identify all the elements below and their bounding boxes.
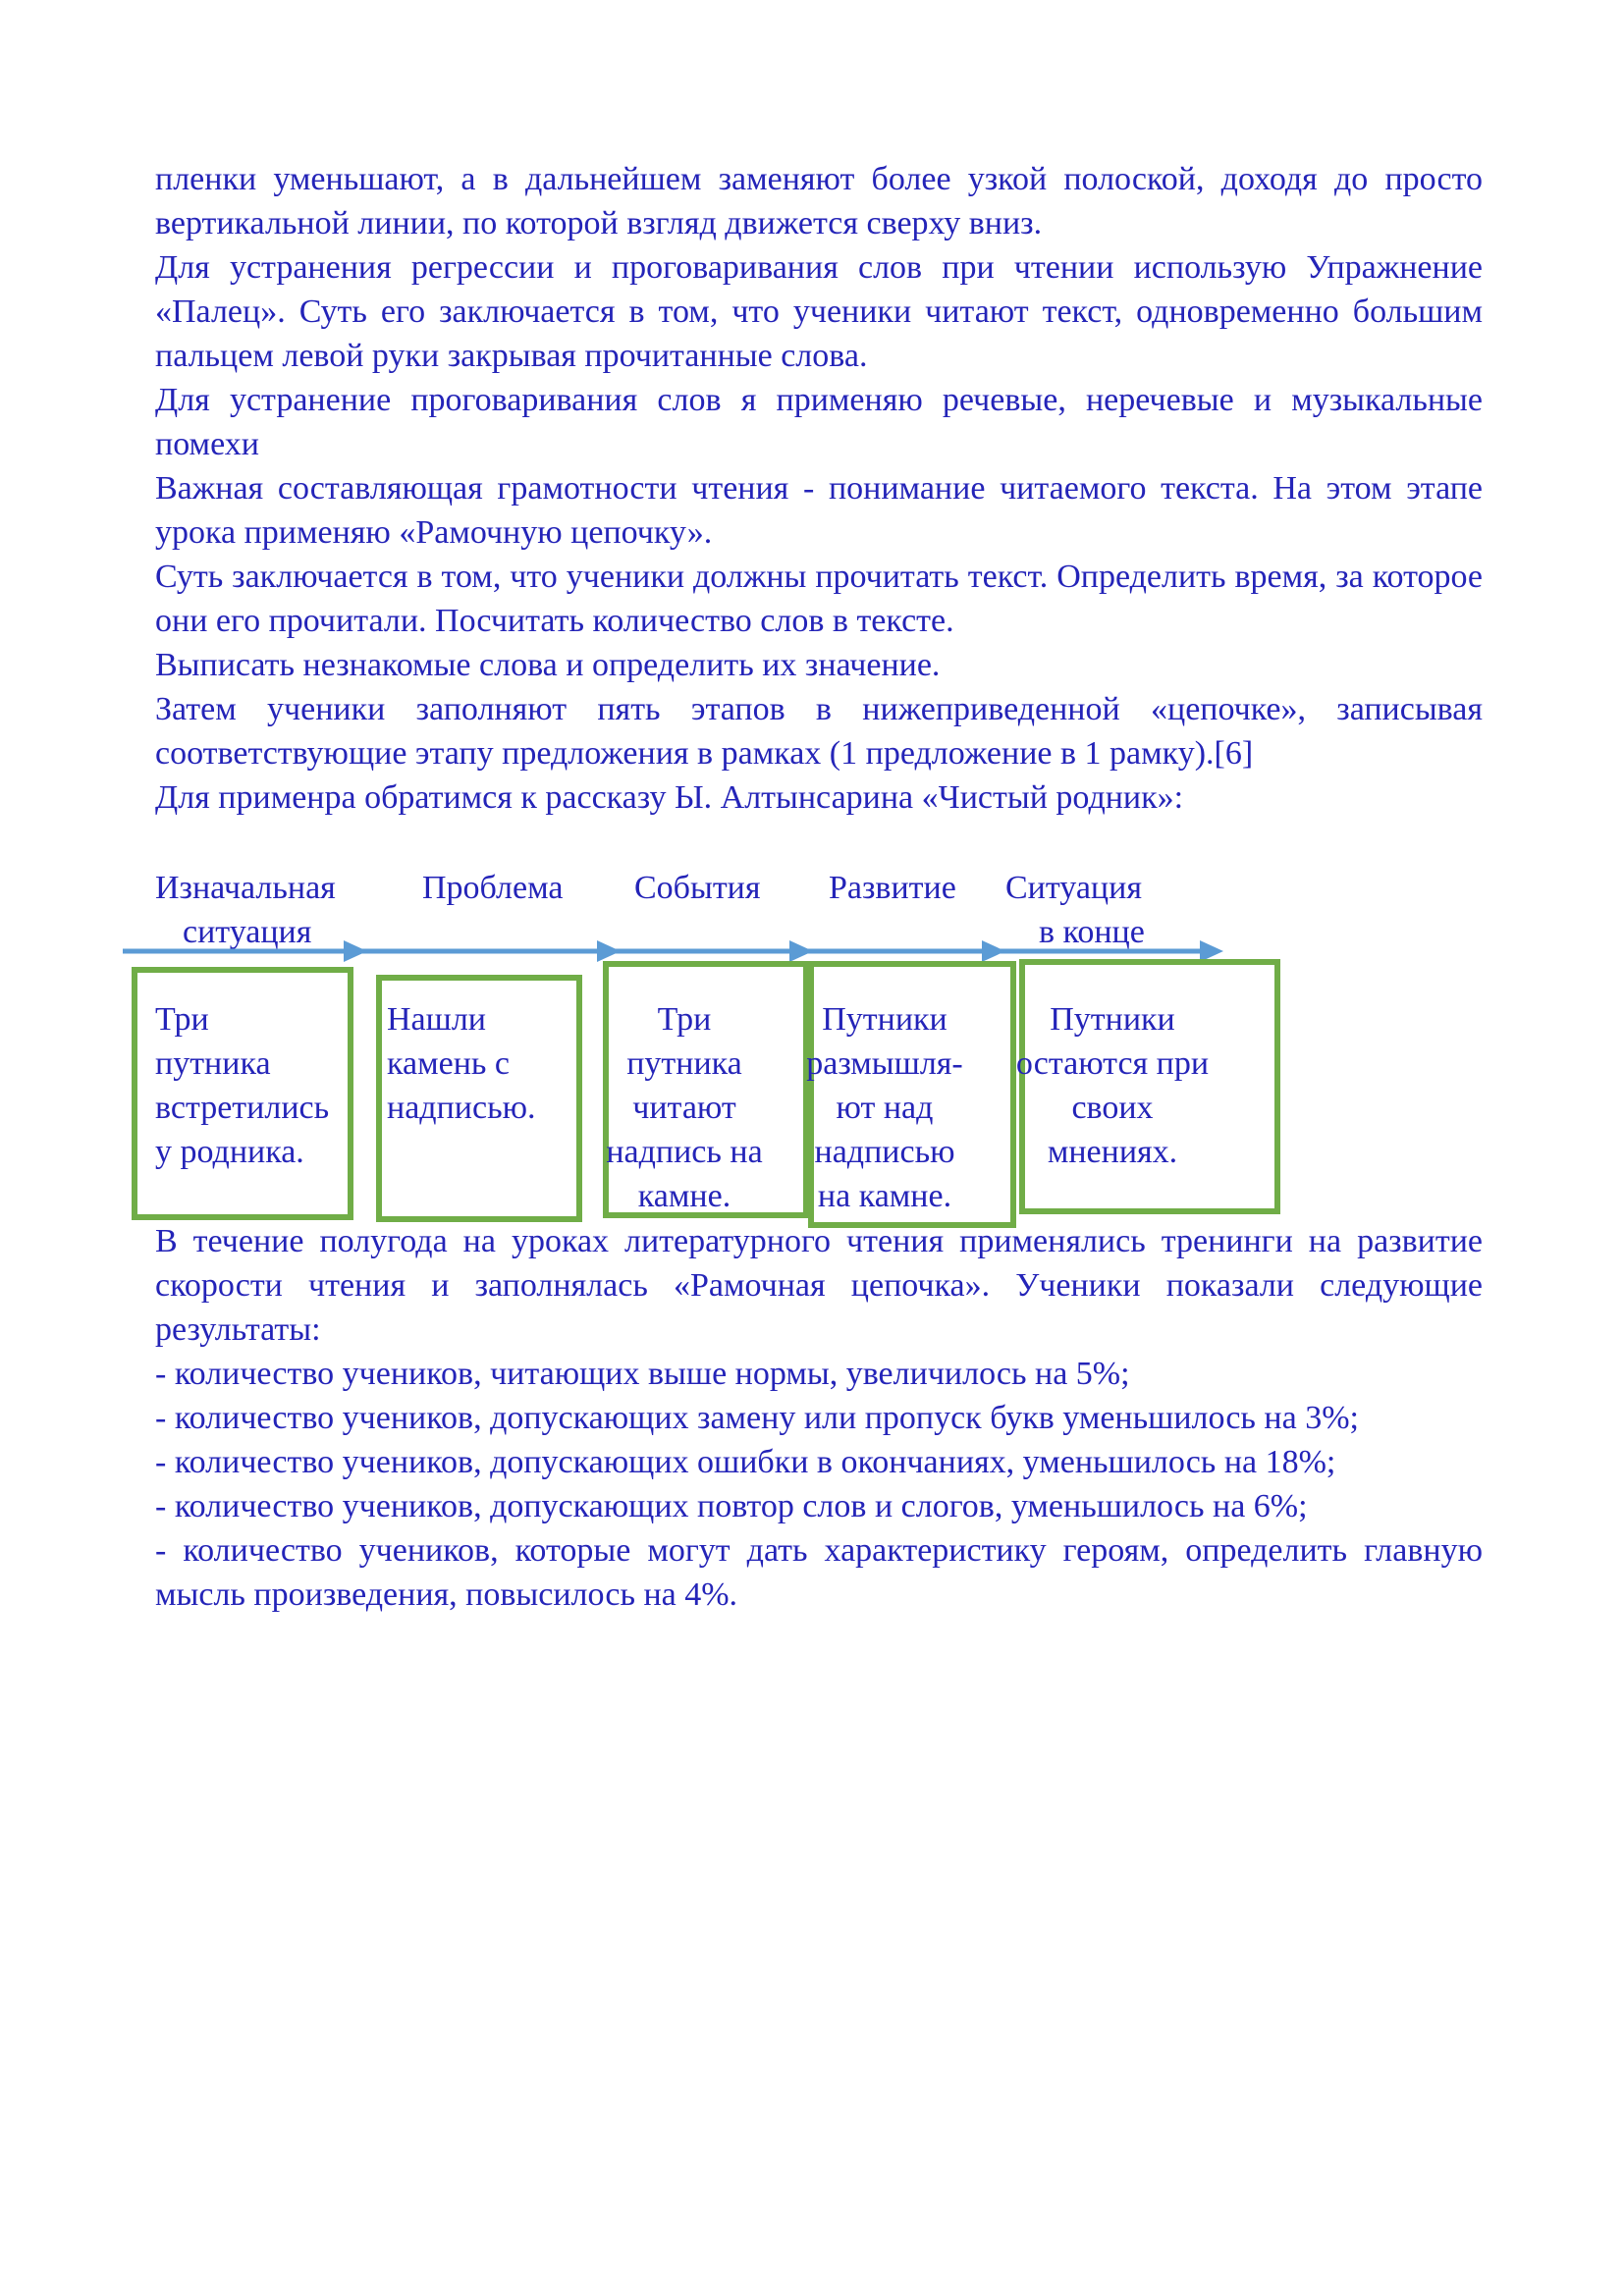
paragraph: Для применра обратимся к рассказу Ы. Алтынсарина «Чистый родник»: <box>155 779 1184 816</box>
body-text-top <box>155 157 1483 820</box>
list-item: - количество учеников, читающих выше нормы, увеличилось на 5%; <box>155 1356 1130 1392</box>
paragraph: Затем ученики заполняют пять этапов в нижеприведенной «цепочке», записывая соответствующие этапу предложения в рамках (1 предложение в 1 рамку).[6] <box>155 691 1483 772</box>
body-text-bottom <box>155 1219 1483 1617</box>
paragraph: Суть заключается в том, что ученики должны прочитать текст. Определить время, за которое они его прочитали. Посчитать количество слов в тексте. <box>155 559 1483 639</box>
heading-initial-2: ситуация <box>183 914 312 950</box>
paragraph: Для устранения регрессии и проговаривания слов при чтении использую Упражнение «Палец». Суть его заключается в том, что ученики читают текст, одновременно большим пальцем левой руки закрывая прочитанные слова. <box>155 249 1483 374</box>
heading-problem: Проблема <box>422 870 564 906</box>
list-item: - количество учеников, допускающих повтор слов и слогов, уменьшилось на 6%; <box>155 1488 1308 1524</box>
chain-box-5-text: Путники остаются при своих мнениях. <box>1015 1001 1210 1170</box>
paragraph: Выписать незнакомые слова и определить их значение. <box>155 647 941 683</box>
list-item: - количество учеников, допускающих замену или пропуск букв уменьшилось на 3%; <box>155 1400 1359 1436</box>
heading-initial: Изначальная <box>155 870 336 906</box>
paragraph: пленки уменьшают, а в дальнейшем заменяют более узкой полоской, доходя до просто вертикальной линии, по которой взгляд движется сверху вниз. <box>155 161 1483 241</box>
chain-box-1-text: Три путника встретились у родника. <box>155 1001 330 1170</box>
chain-box-4-text: Путники размышля- ют над надписью на камне. <box>806 1001 963 1214</box>
chain-headings <box>155 866 1483 954</box>
chain-box-3-text: Три путника читают надпись на камне. <box>606 1001 763 1214</box>
heading-final: Ситуация <box>1005 870 1142 906</box>
paragraph: Важная составляющая грамотности чтения - понимание читаемого текста. На этом этапе урока применяю «Рамочную цепочку». <box>155 470 1483 551</box>
list-item: - количество учеников, допускающих ошибки в окончаниях, уменьшилось на 18%; <box>155 1444 1336 1480</box>
list-item: - количество учеников, которые могут дать характеристику героям, определить главную мысль произведения, повысилось на 4%. <box>155 1532 1483 1613</box>
heading-final-2: в конце <box>1039 914 1145 950</box>
chain-box-2-text: Нашли камень с надписью. <box>387 1001 536 1126</box>
paragraph: В течение полугода на уроках литературного чтения применялись тренинги на развитие скорости чтения и заполнялась «Рамочная цепочка». Ученики показали следующие результаты: <box>155 1223 1483 1348</box>
paragraph: Для устранение проговаривания слов я применяю речевые, неречевые и музыкальные помехи <box>155 382 1483 462</box>
heading-events: События <box>634 870 761 906</box>
heading-development: Развитие <box>829 870 956 906</box>
